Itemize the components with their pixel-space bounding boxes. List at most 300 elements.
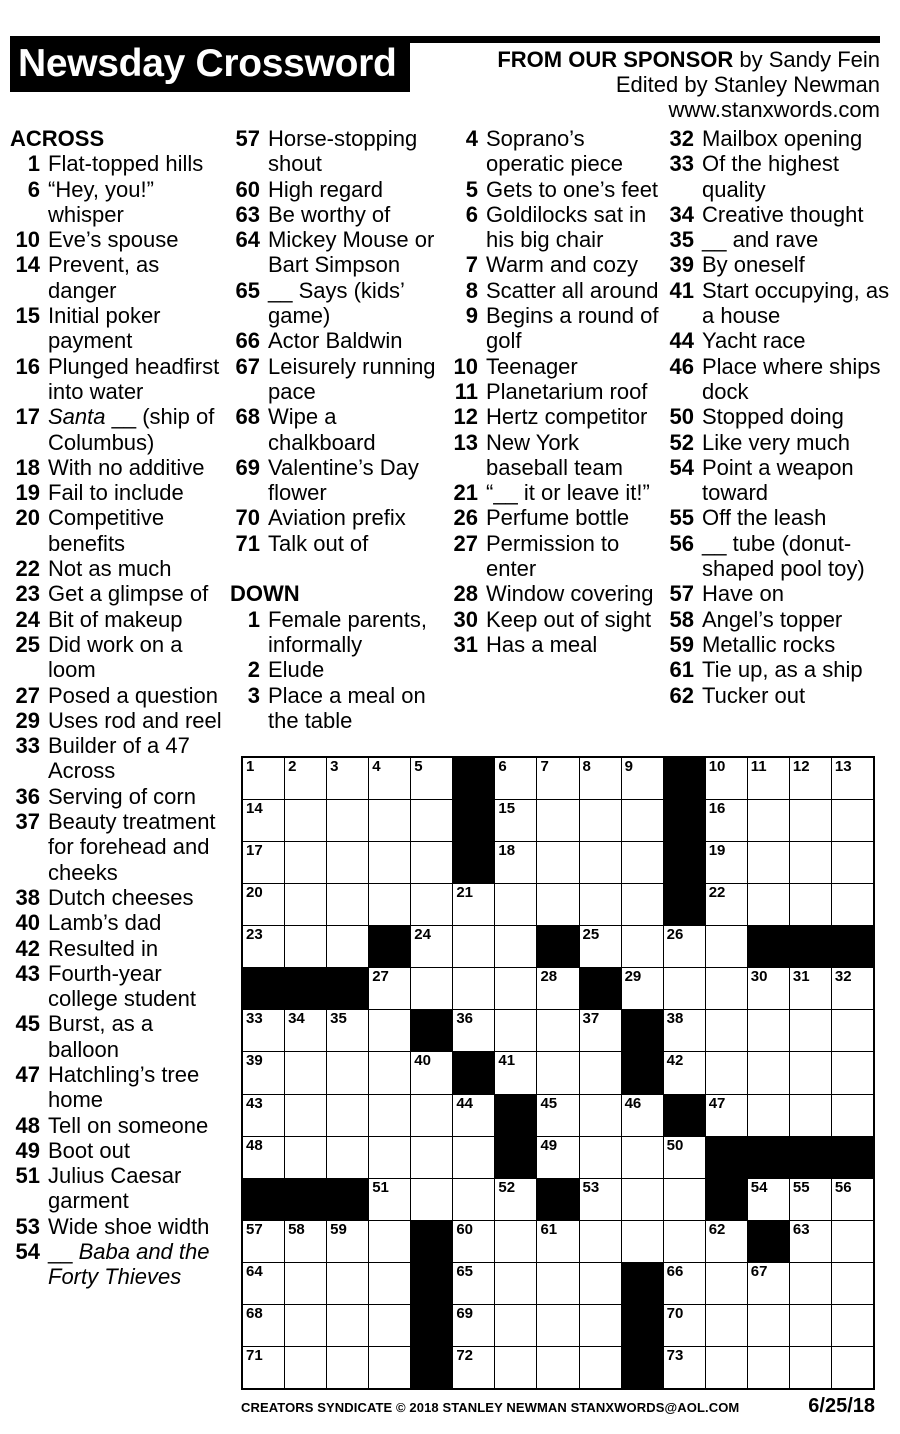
grid-cell[interactable] <box>327 1305 368 1346</box>
grid-cell[interactable] <box>495 1052 536 1093</box>
clue-number: 12 <box>453 404 478 430</box>
grid-cell[interactable] <box>706 1052 747 1093</box>
across-clue-24[interactable] <box>10 607 230 632</box>
grid-cell[interactable] <box>411 1052 452 1093</box>
grid-cell[interactable] <box>495 1305 536 1346</box>
grid-cell[interactable] <box>790 968 831 1009</box>
across-clue-15[interactable] <box>10 303 230 354</box>
grid-cell[interactable] <box>369 1221 410 1262</box>
grid-cell[interactable] <box>580 1305 621 1346</box>
grid-cell[interactable] <box>453 1179 494 1220</box>
grid-cell[interactable] <box>748 800 789 841</box>
clue-text <box>702 505 890 530</box>
clue-text-part: Like very much <box>702 429 850 455</box>
grid-cell[interactable] <box>706 926 747 967</box>
down-clue-58[interactable] <box>664 607 890 632</box>
grid-cell[interactable] <box>832 800 873 841</box>
grid-cell[interactable] <box>285 758 326 799</box>
grid-cell[interactable] <box>495 1263 536 1304</box>
grid-cell[interactable] <box>537 1137 578 1178</box>
down-clue-4[interactable] <box>448 126 666 177</box>
across-clue-49[interactable] <box>10 1138 230 1163</box>
grid-cell[interactable] <box>243 1137 284 1178</box>
grid-cell[interactable] <box>369 758 410 799</box>
clue-text <box>48 885 230 910</box>
grid-cell[interactable] <box>580 842 621 883</box>
grid-cell[interactable] <box>411 926 452 967</box>
clue-text-part: High regard <box>268 176 383 202</box>
clue-text-part: Place where ships dock <box>702 353 881 404</box>
across-clue-36[interactable] <box>10 784 230 809</box>
grid-cell[interactable] <box>580 1221 621 1262</box>
grid-cell[interactable] <box>706 1095 747 1136</box>
down-clue-11[interactable] <box>448 379 666 404</box>
grid-cell[interactable] <box>790 1052 831 1093</box>
down-clue-27[interactable] <box>448 531 666 582</box>
grid-cell[interactable] <box>327 1052 368 1093</box>
clue-text <box>48 607 230 632</box>
grid-cell[interactable] <box>537 884 578 925</box>
grid-cell[interactable] <box>285 884 326 925</box>
clue-number: 34 <box>669 201 694 227</box>
grid-cell[interactable] <box>706 842 747 883</box>
grid-cell[interactable] <box>285 1221 326 1262</box>
cell-number: 8 <box>582 758 591 775</box>
grid-cell[interactable] <box>622 1179 663 1220</box>
down-clue-13[interactable] <box>448 430 666 481</box>
grid-cell[interactable] <box>622 1095 663 1136</box>
down-clue-62[interactable] <box>664 683 890 708</box>
grid-cell[interactable] <box>832 1052 873 1093</box>
grid-cell[interactable] <box>369 800 410 841</box>
grid-cell[interactable] <box>243 758 284 799</box>
across-clue-38[interactable] <box>10 885 230 910</box>
across-clue-71[interactable] <box>230 531 448 556</box>
down-clue-39[interactable] <box>664 252 890 277</box>
grid-cell[interactable] <box>411 842 452 883</box>
grid-cell[interactable] <box>790 1095 831 1136</box>
grid-cell[interactable] <box>327 1010 368 1051</box>
clue-text-part: Mailbox opening <box>702 126 863 151</box>
grid-cell[interactable] <box>580 1263 621 1304</box>
grid-cell[interactable] <box>748 842 789 883</box>
grid-cell[interactable] <box>285 842 326 883</box>
down-clue-52[interactable] <box>664 430 890 455</box>
grid-cell[interactable] <box>790 758 831 799</box>
across-clue-60[interactable] <box>230 177 448 202</box>
grid-cell[interactable] <box>790 800 831 841</box>
down-clue-55[interactable] <box>664 505 890 530</box>
grid-cell[interactable] <box>832 1010 873 1051</box>
across-clue-54[interactable] <box>10 1239 230 1290</box>
across-clue-47[interactable] <box>10 1062 230 1113</box>
grid-cell[interactable] <box>285 800 326 841</box>
clue-text <box>48 505 230 556</box>
across-clue-70[interactable] <box>230 505 448 530</box>
across-clue-48[interactable] <box>10 1113 230 1138</box>
grid-cell[interactable] <box>748 758 789 799</box>
cell-number: 56 <box>834 1178 852 1196</box>
across-clue-18[interactable] <box>10 455 230 480</box>
grid-cell[interactable] <box>453 926 494 967</box>
down-clue-3[interactable] <box>230 683 448 734</box>
grid-cell[interactable] <box>243 1052 284 1093</box>
grid-cell[interactable] <box>453 884 494 925</box>
grid-cell[interactable] <box>243 1221 284 1262</box>
down-clue-7[interactable] <box>448 252 666 277</box>
across-clue-29[interactable] <box>10 708 230 733</box>
grid-cell[interactable] <box>664 1010 705 1051</box>
down-clue-10[interactable] <box>448 354 666 379</box>
cell-number: 21 <box>456 884 474 902</box>
grid-cell[interactable] <box>832 1263 873 1304</box>
across-clue-40[interactable] <box>10 910 230 935</box>
grid-cell[interactable] <box>622 1137 663 1178</box>
grid-cell[interactable] <box>622 758 663 799</box>
grid-cell[interactable] <box>285 1095 326 1136</box>
grid-cell[interactable] <box>327 1137 368 1178</box>
grid-cell[interactable] <box>285 926 326 967</box>
clue-text <box>268 505 448 530</box>
grid-cell[interactable] <box>369 1010 410 1051</box>
down-clue-57[interactable] <box>664 581 890 606</box>
grid-cell[interactable] <box>832 1347 873 1388</box>
grid-cell[interactable] <box>537 1095 578 1136</box>
down-clue-50[interactable] <box>664 404 890 429</box>
across-clue-23[interactable] <box>10 581 230 606</box>
grid-cell[interactable] <box>748 884 789 925</box>
grid-cell[interactable] <box>748 968 789 1009</box>
clue-text-part: Get a glimpse of <box>48 581 209 607</box>
grid-cell[interactable] <box>790 1305 831 1346</box>
grid-cell[interactable] <box>706 968 747 1009</box>
cell-number: 2 <box>288 758 297 775</box>
grid-cell[interactable] <box>285 1010 326 1051</box>
grid-cell[interactable] <box>495 800 536 841</box>
grid-cell[interactable] <box>495 842 536 883</box>
clue-text-part: Tucker out <box>702 682 806 708</box>
down-clue-54[interactable] <box>664 455 890 506</box>
grid-cell[interactable] <box>243 1095 284 1136</box>
across-clue-37[interactable] <box>10 809 230 885</box>
grid-cell[interactable] <box>790 884 831 925</box>
grid-cell[interactable] <box>748 1305 789 1346</box>
grid-cell[interactable] <box>495 1010 536 1051</box>
down-clue-46[interactable] <box>664 354 890 405</box>
grid-cell[interactable] <box>537 800 578 841</box>
across-clue-25[interactable] <box>10 632 230 683</box>
clue-number: 33 <box>669 151 694 177</box>
grid-cell[interactable] <box>537 1347 578 1388</box>
grid-cell[interactable] <box>327 1263 368 1304</box>
grid-cell[interactable] <box>706 1305 747 1346</box>
clue-text-part: __ tube (donut-shaped pool toy) <box>702 530 865 582</box>
across-clue-63[interactable] <box>230 202 448 227</box>
down-clue-5[interactable] <box>448 177 666 202</box>
clue-text-part: Plunged headfirst into water <box>48 353 220 404</box>
grid-cell[interactable] <box>537 758 578 799</box>
grid-cell[interactable] <box>580 1095 621 1136</box>
clue-text <box>48 177 230 228</box>
across-clue-27[interactable] <box>10 683 230 708</box>
grid-cell[interactable] <box>622 800 663 841</box>
grid-cell[interactable] <box>706 1010 747 1051</box>
grid-cell[interactable] <box>580 758 621 799</box>
grid-cell[interactable] <box>327 1347 368 1388</box>
grid-cell[interactable] <box>369 1095 410 1136</box>
grid-cell[interactable] <box>327 884 368 925</box>
grid-cell[interactable] <box>411 968 452 1009</box>
across-clue-53[interactable] <box>10 1214 230 1239</box>
across-clue-45[interactable] <box>10 1011 230 1062</box>
grid-cell[interactable] <box>243 842 284 883</box>
grid-cell[interactable] <box>706 1221 747 1262</box>
down-clue-21[interactable] <box>448 480 666 505</box>
across-clue-43[interactable] <box>10 961 230 1012</box>
grid-cell[interactable] <box>411 1137 452 1178</box>
grid-cell[interactable] <box>748 1095 789 1136</box>
grid-cell[interactable] <box>411 1179 452 1220</box>
across-clue-65[interactable] <box>230 278 448 329</box>
grid-cell[interactable] <box>243 1305 284 1346</box>
across-clue-1[interactable] <box>10 151 230 176</box>
across-clue-17[interactable] <box>10 404 230 455</box>
grid-cell[interactable] <box>748 1179 789 1220</box>
down-clue-1[interactable] <box>230 607 448 658</box>
grid-cell[interactable] <box>453 1305 494 1346</box>
down-clue-56[interactable] <box>664 531 890 582</box>
grid-cell[interactable] <box>327 926 368 967</box>
grid-cell[interactable] <box>664 1347 705 1388</box>
grid-cell[interactable] <box>706 1263 747 1304</box>
grid-cell[interactable] <box>243 1347 284 1388</box>
clue-text-part: Permission to enter <box>486 530 620 582</box>
grid-block <box>706 1137 747 1178</box>
grid-cell[interactable] <box>369 1263 410 1304</box>
grid-cell[interactable] <box>664 968 705 1009</box>
across-clue-6[interactable] <box>10 177 230 228</box>
grid-cell[interactable] <box>495 926 536 967</box>
grid-cell[interactable] <box>453 968 494 1009</box>
grid-cell[interactable] <box>537 1052 578 1093</box>
grid-cell[interactable] <box>748 1347 789 1388</box>
grid-cell[interactable] <box>580 1010 621 1051</box>
grid-cell[interactable] <box>664 1221 705 1262</box>
grid-cell[interactable] <box>622 842 663 883</box>
grid-cell[interactable] <box>411 1095 452 1136</box>
grid-cell[interactable] <box>453 1137 494 1178</box>
grid-cell[interactable] <box>664 926 705 967</box>
down-clue-28[interactable] <box>448 581 666 606</box>
clue-text <box>48 910 230 935</box>
grid-cell[interactable] <box>580 1052 621 1093</box>
grid-cell[interactable] <box>285 1347 326 1388</box>
across-clue-68[interactable] <box>230 404 448 455</box>
down-clue-33[interactable] <box>664 151 890 202</box>
grid-cell[interactable] <box>327 1095 368 1136</box>
grid-cell[interactable] <box>369 1179 410 1220</box>
grid-cell[interactable] <box>537 1305 578 1346</box>
grid-cell[interactable] <box>495 1179 536 1220</box>
grid-cell[interactable] <box>748 1010 789 1051</box>
down-clue-8[interactable] <box>448 278 666 303</box>
grid-cell[interactable] <box>327 800 368 841</box>
grid-cell[interactable] <box>369 842 410 883</box>
grid-cell[interactable] <box>369 1305 410 1346</box>
clue-text <box>48 1214 230 1239</box>
grid-cell[interactable] <box>453 1347 494 1388</box>
cell-number: 38 <box>666 1010 684 1028</box>
clue-text-part: __ and rave <box>702 227 819 253</box>
grid-cell[interactable] <box>495 1221 536 1262</box>
grid-cell[interactable] <box>453 1095 494 1136</box>
clue-text <box>702 607 890 632</box>
grid-cell[interactable] <box>369 884 410 925</box>
grid-cell[interactable] <box>706 758 747 799</box>
grid-cell[interactable] <box>243 800 284 841</box>
grid-cell[interactable] <box>327 842 368 883</box>
grid-cell[interactable] <box>790 1263 831 1304</box>
down-clue-2[interactable] <box>230 657 448 682</box>
grid-cell[interactable] <box>243 926 284 967</box>
across-clue-42[interactable] <box>10 936 230 961</box>
grid-cell[interactable] <box>495 1347 536 1388</box>
grid-cell[interactable] <box>285 1052 326 1093</box>
grid-cell[interactable] <box>495 884 536 925</box>
down-clue-12[interactable] <box>448 404 666 429</box>
grid-cell[interactable] <box>706 884 747 925</box>
down-clue-30[interactable] <box>448 607 666 632</box>
grid-cell[interactable] <box>580 800 621 841</box>
grid-cell[interactable] <box>706 800 747 841</box>
across-clue-19[interactable] <box>10 480 230 505</box>
down-clue-59[interactable] <box>664 632 890 657</box>
grid-cell[interactable] <box>243 1010 284 1051</box>
grid-cell[interactable] <box>537 842 578 883</box>
across-clue-67[interactable] <box>230 354 448 405</box>
grid-cell[interactable] <box>706 1347 747 1388</box>
down-clue-26[interactable] <box>448 505 666 530</box>
grid-cell[interactable] <box>327 758 368 799</box>
down-clue-44[interactable] <box>664 328 890 353</box>
grid-cell[interactable] <box>622 1221 663 1262</box>
grid-cell[interactable] <box>537 1010 578 1051</box>
grid-cell[interactable] <box>832 968 873 1009</box>
grid-cell[interactable] <box>411 884 452 925</box>
down-clue-41[interactable] <box>664 278 890 329</box>
clue-text-part: Resulted in <box>48 935 159 961</box>
grid-cell[interactable] <box>369 968 410 1009</box>
grid-cell[interactable] <box>664 1179 705 1220</box>
grid-cell[interactable] <box>453 1221 494 1262</box>
grid-cell[interactable] <box>495 968 536 1009</box>
grid-cell[interactable] <box>495 758 536 799</box>
grid-cell[interactable] <box>369 1137 410 1178</box>
grid-block <box>537 1179 578 1220</box>
across-clue-33[interactable] <box>10 733 230 784</box>
grid-cell[interactable] <box>285 1263 326 1304</box>
down-clue-34[interactable] <box>664 202 890 227</box>
grid-cell[interactable] <box>580 926 621 967</box>
across-clue-14[interactable] <box>10 252 230 303</box>
grid-cell[interactable] <box>790 842 831 883</box>
grid-cell[interactable] <box>664 1305 705 1346</box>
clue-text <box>486 430 666 481</box>
grid-cell[interactable] <box>411 800 452 841</box>
grid-block <box>243 1179 284 1220</box>
grid-cell[interactable] <box>832 1179 873 1220</box>
grid-cell[interactable] <box>748 1052 789 1093</box>
grid-cell[interactable] <box>622 968 663 1009</box>
grid-cell[interactable] <box>580 1137 621 1178</box>
across-clue-69[interactable] <box>230 455 448 506</box>
across-clue-64[interactable] <box>230 227 448 278</box>
grid-cell[interactable] <box>790 1221 831 1262</box>
grid-cell[interactable] <box>748 1263 789 1304</box>
grid-cell[interactable] <box>537 1221 578 1262</box>
grid-cell[interactable] <box>537 1263 578 1304</box>
down-clue-6[interactable] <box>448 202 666 253</box>
grid-cell[interactable] <box>622 926 663 967</box>
grid-cell[interactable] <box>664 1052 705 1093</box>
grid-cell[interactable] <box>285 1137 326 1178</box>
cell-number: 31 <box>792 968 810 986</box>
grid-cell[interactable] <box>369 1347 410 1388</box>
grid-cell[interactable] <box>622 884 663 925</box>
across-clue-20[interactable] <box>10 505 230 556</box>
down-clue-35[interactable] <box>664 227 890 252</box>
grid-cell[interactable] <box>664 1263 705 1304</box>
grid-cell[interactable] <box>243 1263 284 1304</box>
grid-cell[interactable] <box>832 1221 873 1262</box>
grid-cell[interactable] <box>664 1137 705 1178</box>
across-clue-57[interactable] <box>230 126 448 177</box>
grid-cell[interactable] <box>453 1263 494 1304</box>
grid-cell[interactable] <box>832 1095 873 1136</box>
grid-cell[interactable] <box>243 884 284 925</box>
grid-cell[interactable] <box>832 842 873 883</box>
cell-number: 41 <box>498 1052 516 1070</box>
down-clue-32[interactable] <box>664 126 890 151</box>
across-clue-51[interactable] <box>10 1163 230 1214</box>
across-clue-66[interactable] <box>230 328 448 353</box>
website[interactable]: www.stanxwords.com <box>668 97 880 122</box>
grid-cell[interactable] <box>327 1221 368 1262</box>
down-clue-31[interactable] <box>448 632 666 657</box>
grid-cell[interactable] <box>790 1347 831 1388</box>
grid-cell[interactable] <box>453 1010 494 1051</box>
grid-cell[interactable] <box>790 1010 831 1051</box>
grid-cell[interactable] <box>790 1179 831 1220</box>
grid-cell[interactable] <box>832 884 873 925</box>
grid-cell[interactable] <box>832 1305 873 1346</box>
down-clue-61[interactable] <box>664 657 890 682</box>
grid-cell[interactable] <box>411 758 452 799</box>
grid-cell[interactable] <box>580 884 621 925</box>
clue-text-part: Of the highest quality <box>702 151 839 202</box>
grid-cell[interactable] <box>580 1347 621 1388</box>
grid-cell[interactable] <box>369 1052 410 1093</box>
grid-cell[interactable] <box>285 1305 326 1346</box>
grid-cell[interactable] <box>537 968 578 1009</box>
across-clue-22[interactable] <box>10 556 230 581</box>
across-clue-10[interactable] <box>10 227 230 252</box>
across-clue-16[interactable] <box>10 354 230 405</box>
down-clue-9[interactable] <box>448 303 666 354</box>
clue-number: 43 <box>15 960 40 986</box>
grid-cell[interactable] <box>580 1179 621 1220</box>
grid-cell[interactable] <box>832 758 873 799</box>
